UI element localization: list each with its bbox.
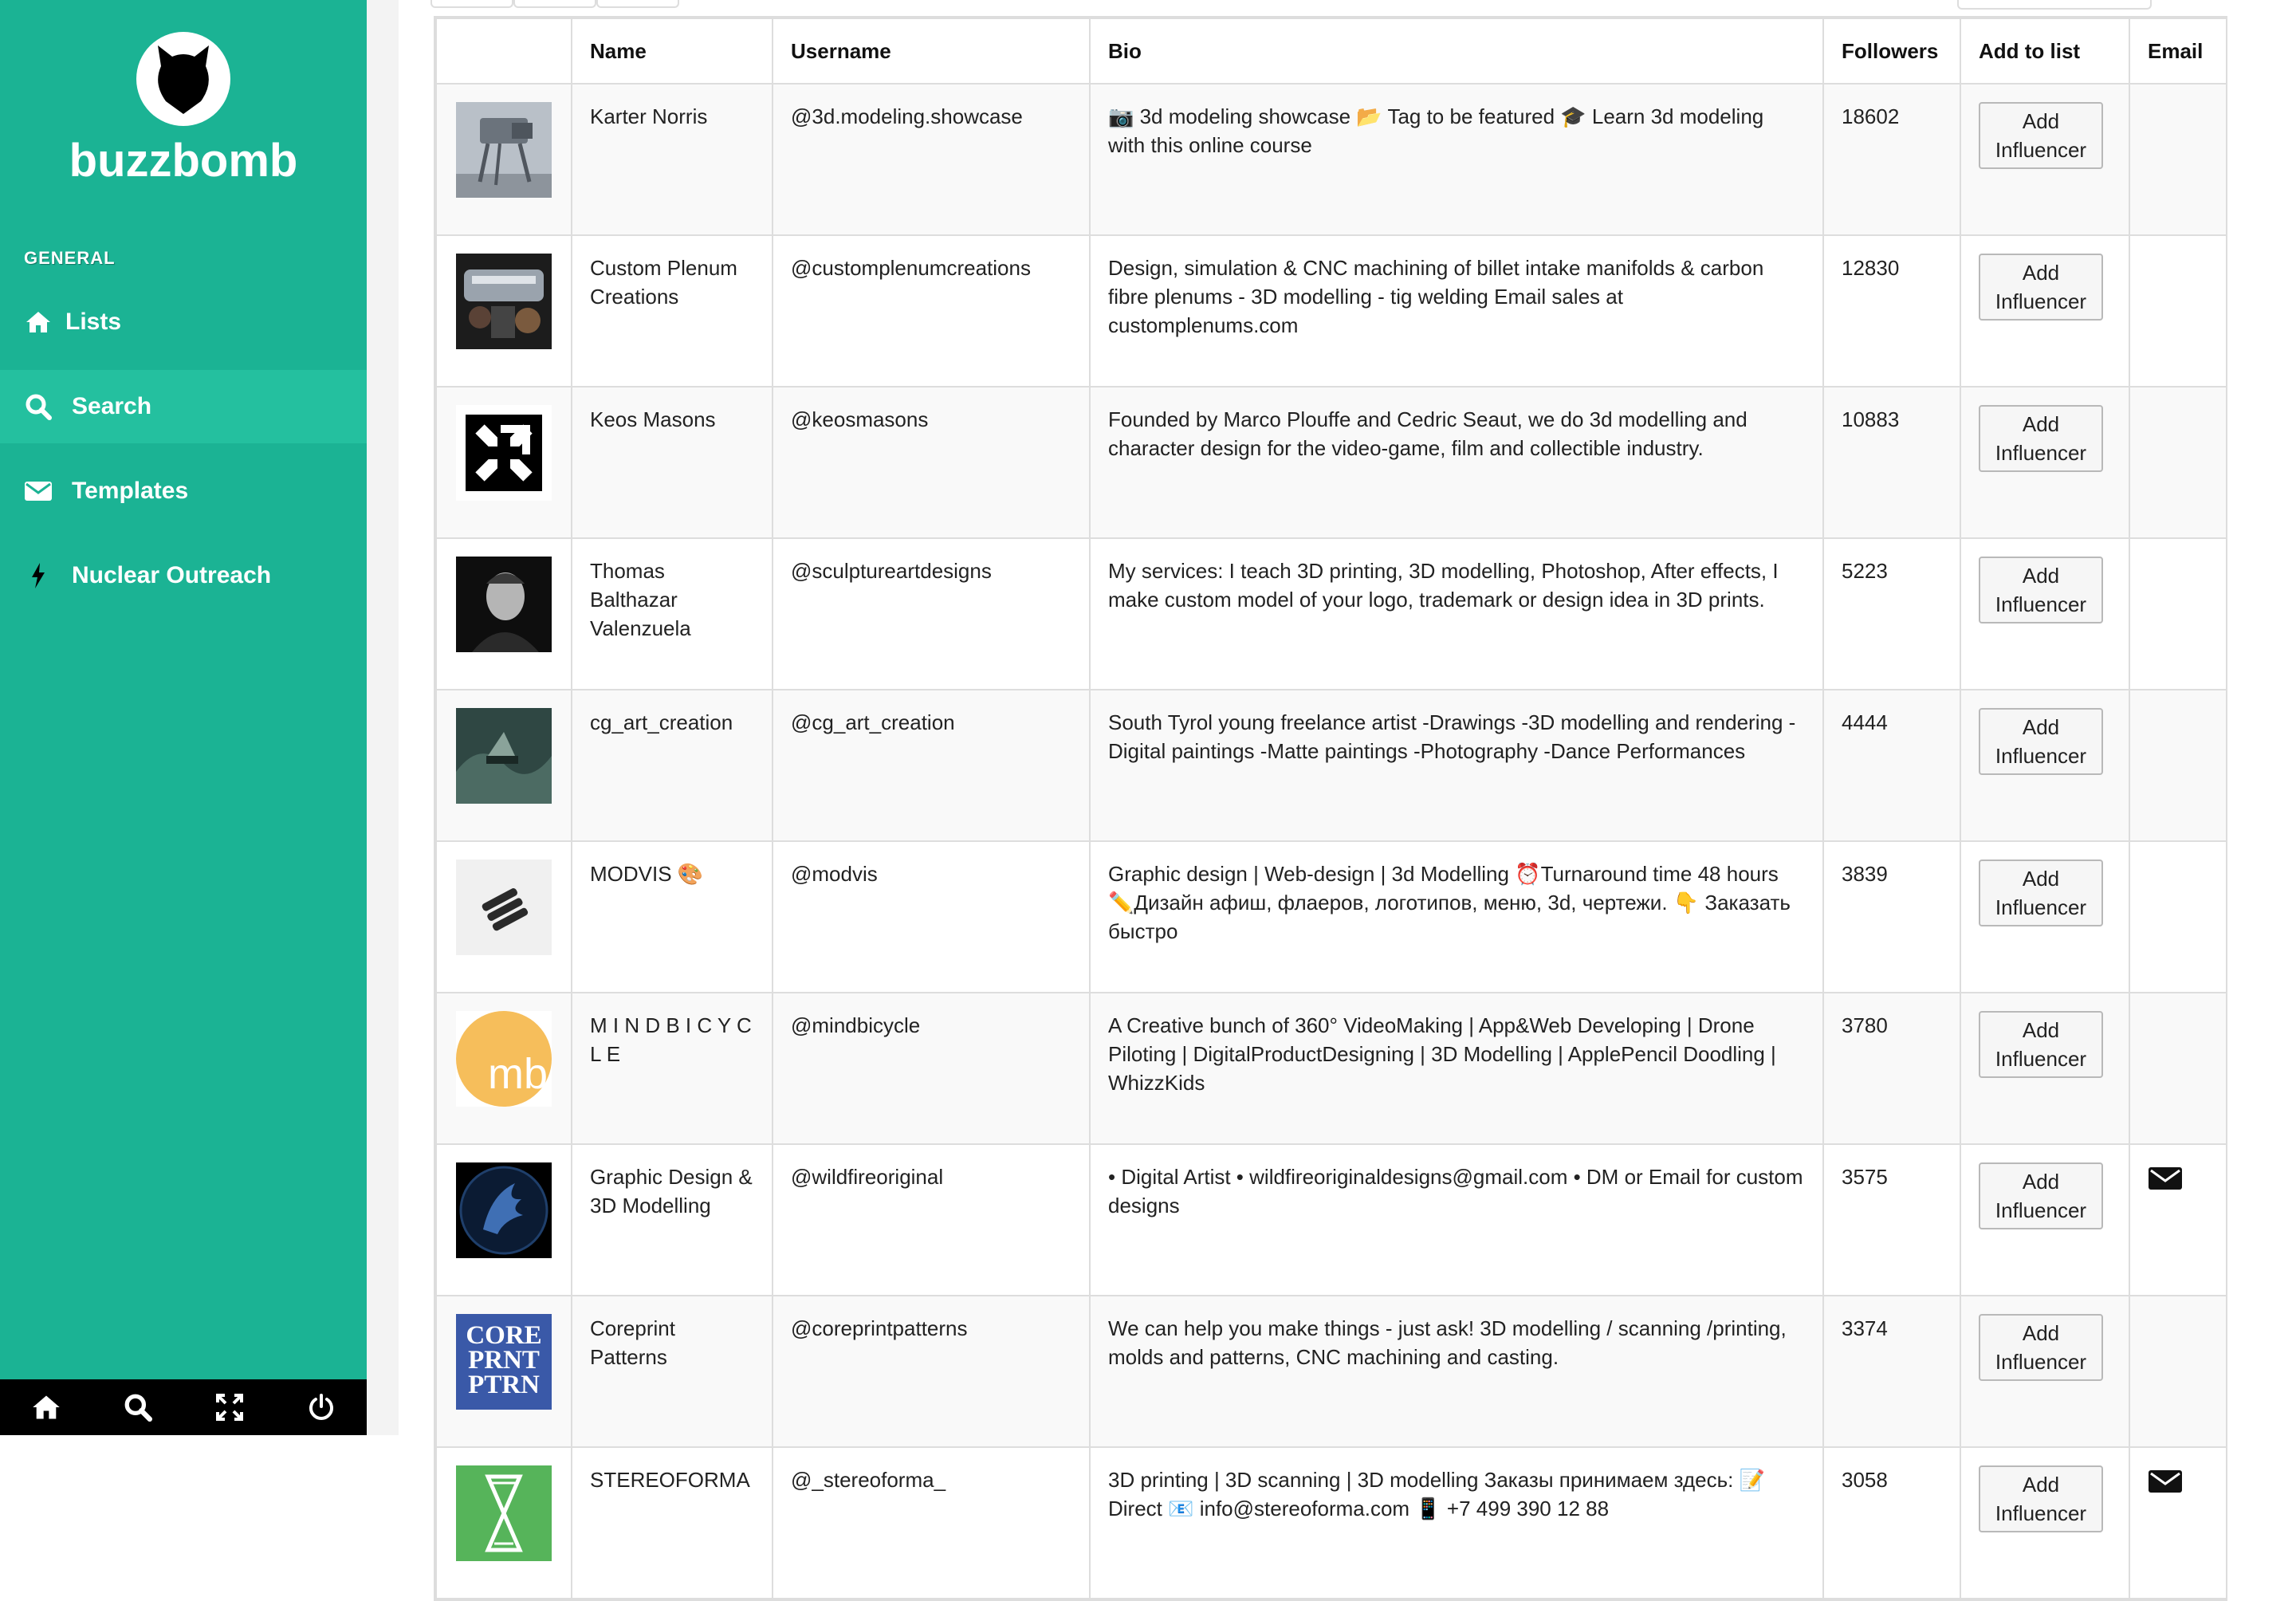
sidebar: [0, 0, 367, 1435]
sidebar-bottom-toolbar: [0, 1379, 367, 1435]
column-header-followers[interactable]: Followers: [1823, 18, 1960, 84]
avatar-text-line: PTRN: [468, 1371, 540, 1399]
avatar-cell: [436, 387, 572, 538]
add-to-list-cell: [1960, 993, 2129, 1144]
home-icon: [24, 308, 53, 336]
influencer-username[interactable]: @modvis: [773, 841, 1090, 993]
avatar-text-line: CORE: [466, 1321, 542, 1350]
influencer-bio: South Tyrol young freelance artist -Drawings -3D modelling and rendering - Digital paintings -Matte paintings -Photography -Dance Performances: [1090, 690, 1823, 841]
keos-logo-avatar[interactable]: [456, 405, 552, 501]
brand-name: buzzbomb: [69, 135, 298, 187]
table-row: [436, 84, 2227, 235]
table-row: [436, 841, 2227, 993]
sidebar-item-search[interactable]: [0, 370, 367, 443]
influencer-name: Karter Norris: [572, 84, 773, 235]
add-influencer-button[interactable]: Add Influencer: [1979, 102, 2103, 169]
table-row: [436, 1144, 2227, 1296]
add-influencer-button[interactable]: Add Influencer: [1979, 557, 2103, 623]
search-icon[interactable]: [120, 1390, 155, 1425]
follower-count: 3780: [1823, 993, 1960, 1144]
power-icon[interactable]: [304, 1390, 339, 1425]
envelope-icon[interactable]: [2148, 1469, 2183, 1494]
column-header-avatar: [436, 18, 572, 84]
influencer-bio: 📷 3d modeling showcase 📂 Tag to be featured 🎓 Learn 3d modeling with this online course: [1090, 84, 1823, 235]
column-header-username[interactable]: Username: [773, 18, 1090, 84]
influencer-name: cg_art_creation: [572, 690, 773, 841]
email-cell: [2129, 1296, 2227, 1447]
stereoforma-logo-avatar[interactable]: [456, 1465, 552, 1561]
add-influencer-button[interactable]: Add Influencer: [1979, 860, 2103, 926]
influencer-bio: A Creative bunch of 360° VideoMaking | App&Web Developing | Drone Piloting | DigitalProductDesigning | 3D Modelling | ApplePencil Doodling | WhizzKids: [1090, 993, 1823, 1144]
add-influencer-button[interactable]: Add Influencer: [1979, 1465, 2103, 1532]
add-to-list-cell: [1960, 235, 2129, 387]
email-cell: [2129, 993, 2227, 1144]
add-to-list-cell: [1960, 1447, 2129, 1599]
mb-logo-avatar[interactable]: [456, 1011, 552, 1107]
add-to-list-cell: [1960, 1144, 2129, 1296]
influencer-name: Custom Plenum Creations: [572, 235, 773, 387]
add-to-list-cell: [1960, 1296, 2129, 1447]
avatar-cell: [436, 841, 572, 993]
influencer-bio: We can help you make things - just ask! 3D modelling / scanning /printing, molds and patterns, CNC machining and casting.: [1090, 1296, 1823, 1447]
pagination-controls: [431, 0, 679, 8]
influencer-username[interactable]: @sculptureartdesigns: [773, 538, 1090, 690]
bolt-icon: [24, 561, 53, 590]
add-influencer-button[interactable]: Add Influencer: [1979, 708, 2103, 775]
follower-count: 3839: [1823, 841, 1960, 993]
sidebar-item-templates[interactable]: [0, 454, 367, 528]
add-influencer-button[interactable]: Add Influencer: [1979, 405, 2103, 472]
section-label-general: GENERAL: [24, 248, 116, 268]
avatar-cell: [436, 235, 572, 387]
influencer-username[interactable]: @_stereoforma_: [773, 1447, 1090, 1599]
table-row: [436, 993, 2227, 1144]
add-influencer-button[interactable]: Add Influencer: [1979, 1162, 2103, 1229]
brand-logo[interactable]: [136, 32, 230, 126]
follower-count: 3575: [1823, 1144, 1960, 1296]
coreprint-logo-avatar[interactable]: [456, 1314, 552, 1410]
sidebar-item-label: Nuclear Outreach: [72, 562, 272, 588]
column-header-name[interactable]: Name: [572, 18, 773, 84]
sidebar-item-lists[interactable]: [0, 285, 367, 359]
influencer-username[interactable]: @wildfireoriginal: [773, 1144, 1090, 1296]
table-row: [436, 387, 2227, 538]
add-to-list-cell: [1960, 841, 2129, 993]
influencer-bio: 3D printing | 3D scanning | 3D modelling Заказы принимаем здесь: 📝 Direct 📧 info@stereoforma.com 📱 +7 499 390 12 88: [1090, 1447, 1823, 1599]
expand-icon[interactable]: [212, 1390, 247, 1425]
add-to-list-cell: [1960, 538, 2129, 690]
email-cell: [2129, 235, 2227, 387]
email-cell: [2129, 841, 2227, 993]
page-tab[interactable]: [513, 0, 596, 8]
influencer-name: STEREOFORMA: [572, 1447, 773, 1599]
table-row: [436, 1447, 2227, 1599]
add-influencer-button[interactable]: Add Influencer: [1979, 254, 2103, 321]
sidebar-item-nuclear-outreach[interactable]: [0, 539, 367, 612]
page-tab[interactable]: [431, 0, 513, 8]
table-row: [436, 690, 2227, 841]
follower-count: 3374: [1823, 1296, 1960, 1447]
influencer-username[interactable]: @3d.modeling.showcase: [773, 84, 1090, 235]
envelope-icon: [24, 477, 53, 505]
email-cell: [2129, 387, 2227, 538]
avatar-cell: [436, 84, 572, 235]
phoenix-logo-avatar[interactable]: [456, 1162, 552, 1258]
influencer-username[interactable]: @customplenumcreations: [773, 235, 1090, 387]
table-row: [436, 235, 2227, 387]
envelope-icon[interactable]: [2148, 1166, 2183, 1191]
main-content: [367, 0, 2296, 1525]
influencer-username[interactable]: @keosmasons: [773, 387, 1090, 538]
avatar-cell: [436, 538, 572, 690]
avatar-cell: [436, 690, 572, 841]
column-header-bio[interactable]: Bio: [1090, 18, 1823, 84]
table-row: [436, 538, 2227, 690]
influencer-bio: My services: I teach 3D printing, 3D modelling, Photoshop, After effects, I make custom model of your logo, trademark or design idea in 3D prints.: [1090, 538, 1823, 690]
filter-input[interactable]: [1957, 0, 2152, 10]
follower-count: 5223: [1823, 538, 1960, 690]
avatar-cell: [436, 1447, 572, 1599]
email-cell: [2129, 1144, 2227, 1296]
bomb-icon: [153, 42, 214, 116]
influencer-username[interactable]: @mindbicycle: [773, 993, 1090, 1144]
walker-robot-avatar[interactable]: [456, 102, 552, 198]
avatar-cell: [436, 1144, 572, 1296]
influencer-name: MODVIS 🎨: [572, 841, 773, 993]
table-header-row: [436, 18, 2227, 84]
follower-count: 10883: [1823, 387, 1960, 538]
portrait-avatar[interactable]: [456, 557, 552, 652]
avatar-cell: [436, 1296, 572, 1447]
avatar-text-line: PRNT: [468, 1346, 540, 1375]
sidebar-item-label: Search: [72, 393, 152, 419]
search-icon: [24, 392, 53, 421]
avatar-text: mb: [488, 1050, 548, 1098]
results-panel: [399, 0, 2296, 1525]
column-header-email: Email: [2129, 18, 2227, 84]
page-tab[interactable]: [596, 0, 679, 8]
email-cell: [2129, 84, 2227, 235]
engine-avatar[interactable]: [456, 254, 552, 349]
influencer-table: [434, 16, 2227, 1601]
add-influencer-button[interactable]: Add Influencer: [1979, 1011, 2103, 1078]
avatar-cell: [436, 993, 572, 1144]
table-row: [436, 1296, 2227, 1447]
follower-count: 18602: [1823, 84, 1960, 235]
follower-count: 3058: [1823, 1447, 1960, 1599]
modvis-logo-avatar[interactable]: [456, 860, 552, 955]
email-cell: [2129, 1447, 2227, 1599]
influencer-name: Coreprint Patterns: [572, 1296, 773, 1447]
add-to-list-cell: [1960, 84, 2129, 235]
influencer-bio: Graphic design | Web-design | 3d Modelling ⏰Turnaround time 48 hours ✏️Дизайн афиш, флаеров, логотипов, меню, 3d, чертежи. 👇 Заказать быстро: [1090, 841, 1823, 993]
influencer-name: M I N D B I C Y C L E: [572, 993, 773, 1144]
add-influencer-button[interactable]: Add Influencer: [1979, 1314, 2103, 1381]
sidebar-item-label: Lists: [65, 309, 122, 335]
follower-count: 4444: [1823, 690, 1960, 841]
influencer-name: Thomas Balthazar Valenzuela: [572, 538, 773, 690]
sidebar-item-label: Templates: [72, 478, 189, 504]
ship-wave-avatar[interactable]: [456, 708, 552, 804]
influencer-bio: • Digital Artist • wildfireoriginaldesigns@gmail.com • DM or Email for custom designs: [1090, 1144, 1823, 1296]
influencer-name: Keos Masons: [572, 387, 773, 538]
follower-count: 12830: [1823, 235, 1960, 387]
home-icon[interactable]: [29, 1390, 64, 1425]
add-to-list-cell: [1960, 387, 2129, 538]
influencer-bio: Design, simulation & CNC machining of billet intake manifolds & carbon fibre plenums - 3D modelling - tig welding Email sales at customplenums.com: [1090, 235, 1823, 387]
influencer-username[interactable]: @cg_art_creation: [773, 690, 1090, 841]
email-cell: [2129, 538, 2227, 690]
influencer-username[interactable]: @coreprintpatterns: [773, 1296, 1090, 1447]
column-header-add-to-list: Add to list: [1960, 18, 2129, 84]
influencer-name: Graphic Design & 3D Modelling: [572, 1144, 773, 1296]
add-to-list-cell: [1960, 690, 2129, 841]
email-cell: [2129, 690, 2227, 841]
influencer-bio: Founded by Marco Plouffe and Cedric Seaut, we do 3d modelling and character design for the video-game, film and collectible industry.: [1090, 387, 1823, 538]
